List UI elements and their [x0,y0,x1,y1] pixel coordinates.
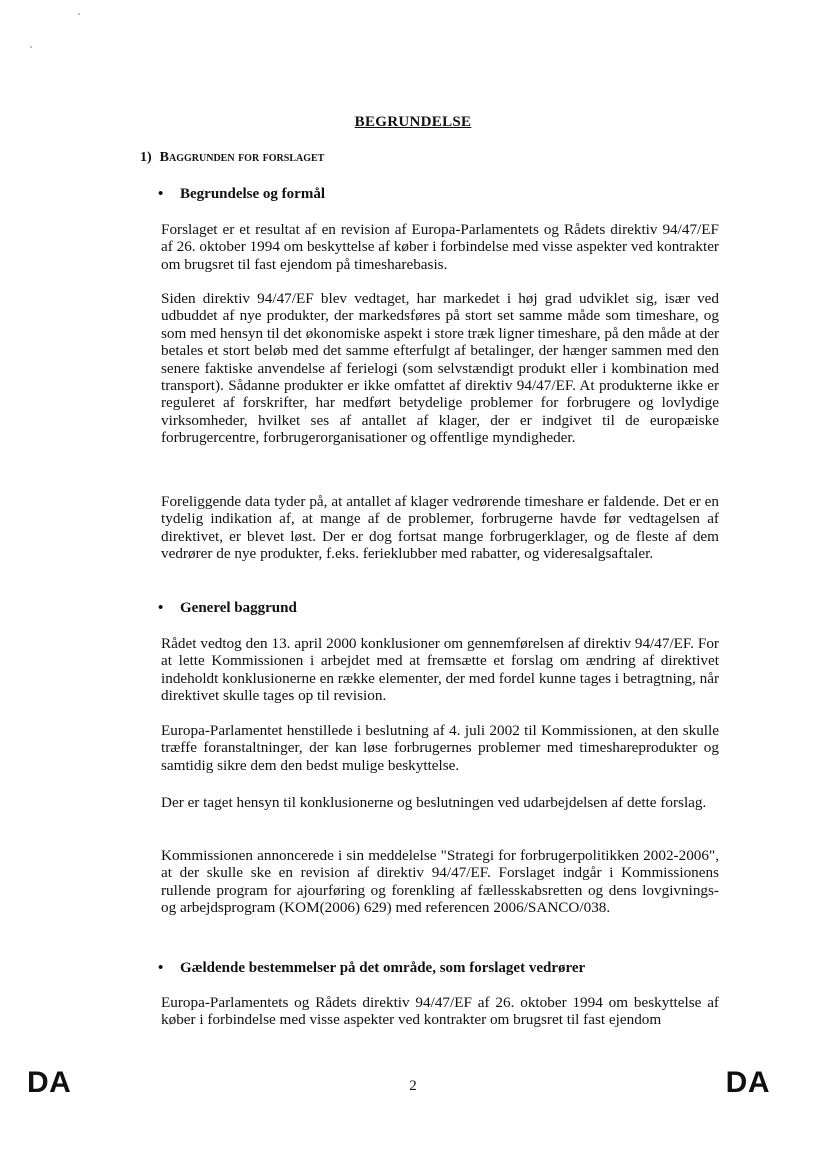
paragraph: Siden direktiv 94/47/EF blev vedtaget, har markedet i høj grad udviklet sig, især ved udbuddet af nye produkter, der markedsføres på stort set samme måde som timeshare, og som med hensyn til det økonomiske aspekt i store træk ligner timeshare, på den måde at der betales et stort beløb med det samme efterfulgt af betalinger, der hænger sammen med den senere faktiske anvendelse af ferielogi (som selvstændigt produkt eller i kombination med transport). Sådanne produkter er ikke omfattet af direktiv 94/47/EF. At produkterne ikke er reguleret af forskrifter, har medført betydelige problemer for forbrugere og lovlydige virksomheder, hvilket ses af antallet af klager, der er indgivet til de europæiske forbrugercentre, forbrugerorganisationer og offentlige myndigheder. [161,290,720,447]
paragraph: Rådet vedtog den 13. april 2000 konklusioner om gennemførelsen af direktiv 94/47/EF. For at lette Kommissionen i arbejdet med at fremsætte et forslag om ændring af direktivet indeholdt konklusionerne en række elementer, der med fordel kunne tages i betragtning, når direktivet skulle tages op til revision. [161,635,719,705]
paragraph: Forslaget er et resultat af en revision af Europa-Parlamentets og Rådets direktiv 94/47/EF af 26. oktober 1994 om beskyttelse af køber i forbindelse med visse aspekter ved kontrakter om brugsret til fast ejendom på timesharebasis. [161,221,719,273]
scan-speck [30,46,32,48]
paragraph: Foreliggende data tyder på, at antallet af klager vedrørende timeshare er faldende. Det er en tydelig indikation af, at mange af de problemer, forbrugerne havde før vedtagelsen af direktivet, er blevet løst. Der er dog fortsat mange forbrugerklager, og de fleste af dem vedrører de nye produkter, f.eks. ferieklubber med rabatter, og videresalgsaftaler. [161,493,719,563]
subsection-heading [158,186,325,203]
bullet-icon: • [158,186,164,202]
scan-speck [78,13,80,15]
footer-language-right: DA [725,1066,770,1099]
paragraph: Europa-Parlamentet henstillede i beslutning af 4. juli 2002 til Kommissionen, at den skulle træffe foranstaltninger, der kan løse forbrugernes problemer med timeshareprodukter og samtidig sikre dem den bedst mulige beskyttelse. [161,722,719,774]
paragraph: Der er taget hensyn til konklusionerne og beslutningen ved udarbejdelsen af dette forslag. [161,794,707,811]
section-heading [140,150,324,166]
bullet-icon: • [158,960,164,976]
subsection-title: Begrundelse og formål [180,186,325,202]
bullet-icon: • [158,600,164,616]
document-title: BEGRUNDELSE [354,114,472,130]
footer-language-left: DA [27,1066,72,1099]
page-number: 2 [409,1078,417,1094]
subsection-heading [158,960,585,977]
paragraph: Kommissionen annoncerede i sin meddelelse "Strategi for forbrugerpolitikken 2002-2006", at der skulle ske en revision af direktiv 94/47/EF. Forslaget indgår i Kommissionens rullende program for ajourføring og forenkling af fællesskabsretten og dens lovgivnings- og arbejdsprogram (KOM(2006) 629) med referencen 2006/SANCO/038. [161,847,719,917]
subsection-title: Generel baggrund [180,600,297,616]
section-title: Baggrunden for forslaget [159,150,325,165]
subsection-heading [158,600,297,617]
section-number: 1) [140,150,152,165]
subsection-title: Gældende bestemmelser på det område, som forslaget vedrører [180,960,586,976]
paragraph: Europa-Parlamentets og Rådets direktiv 94/47/EF af 26. oktober 1994 om beskyttelse af køber i forbindelse med visse aspekter ved kontrakter om brugsret til fast ejendom [161,994,719,1029]
